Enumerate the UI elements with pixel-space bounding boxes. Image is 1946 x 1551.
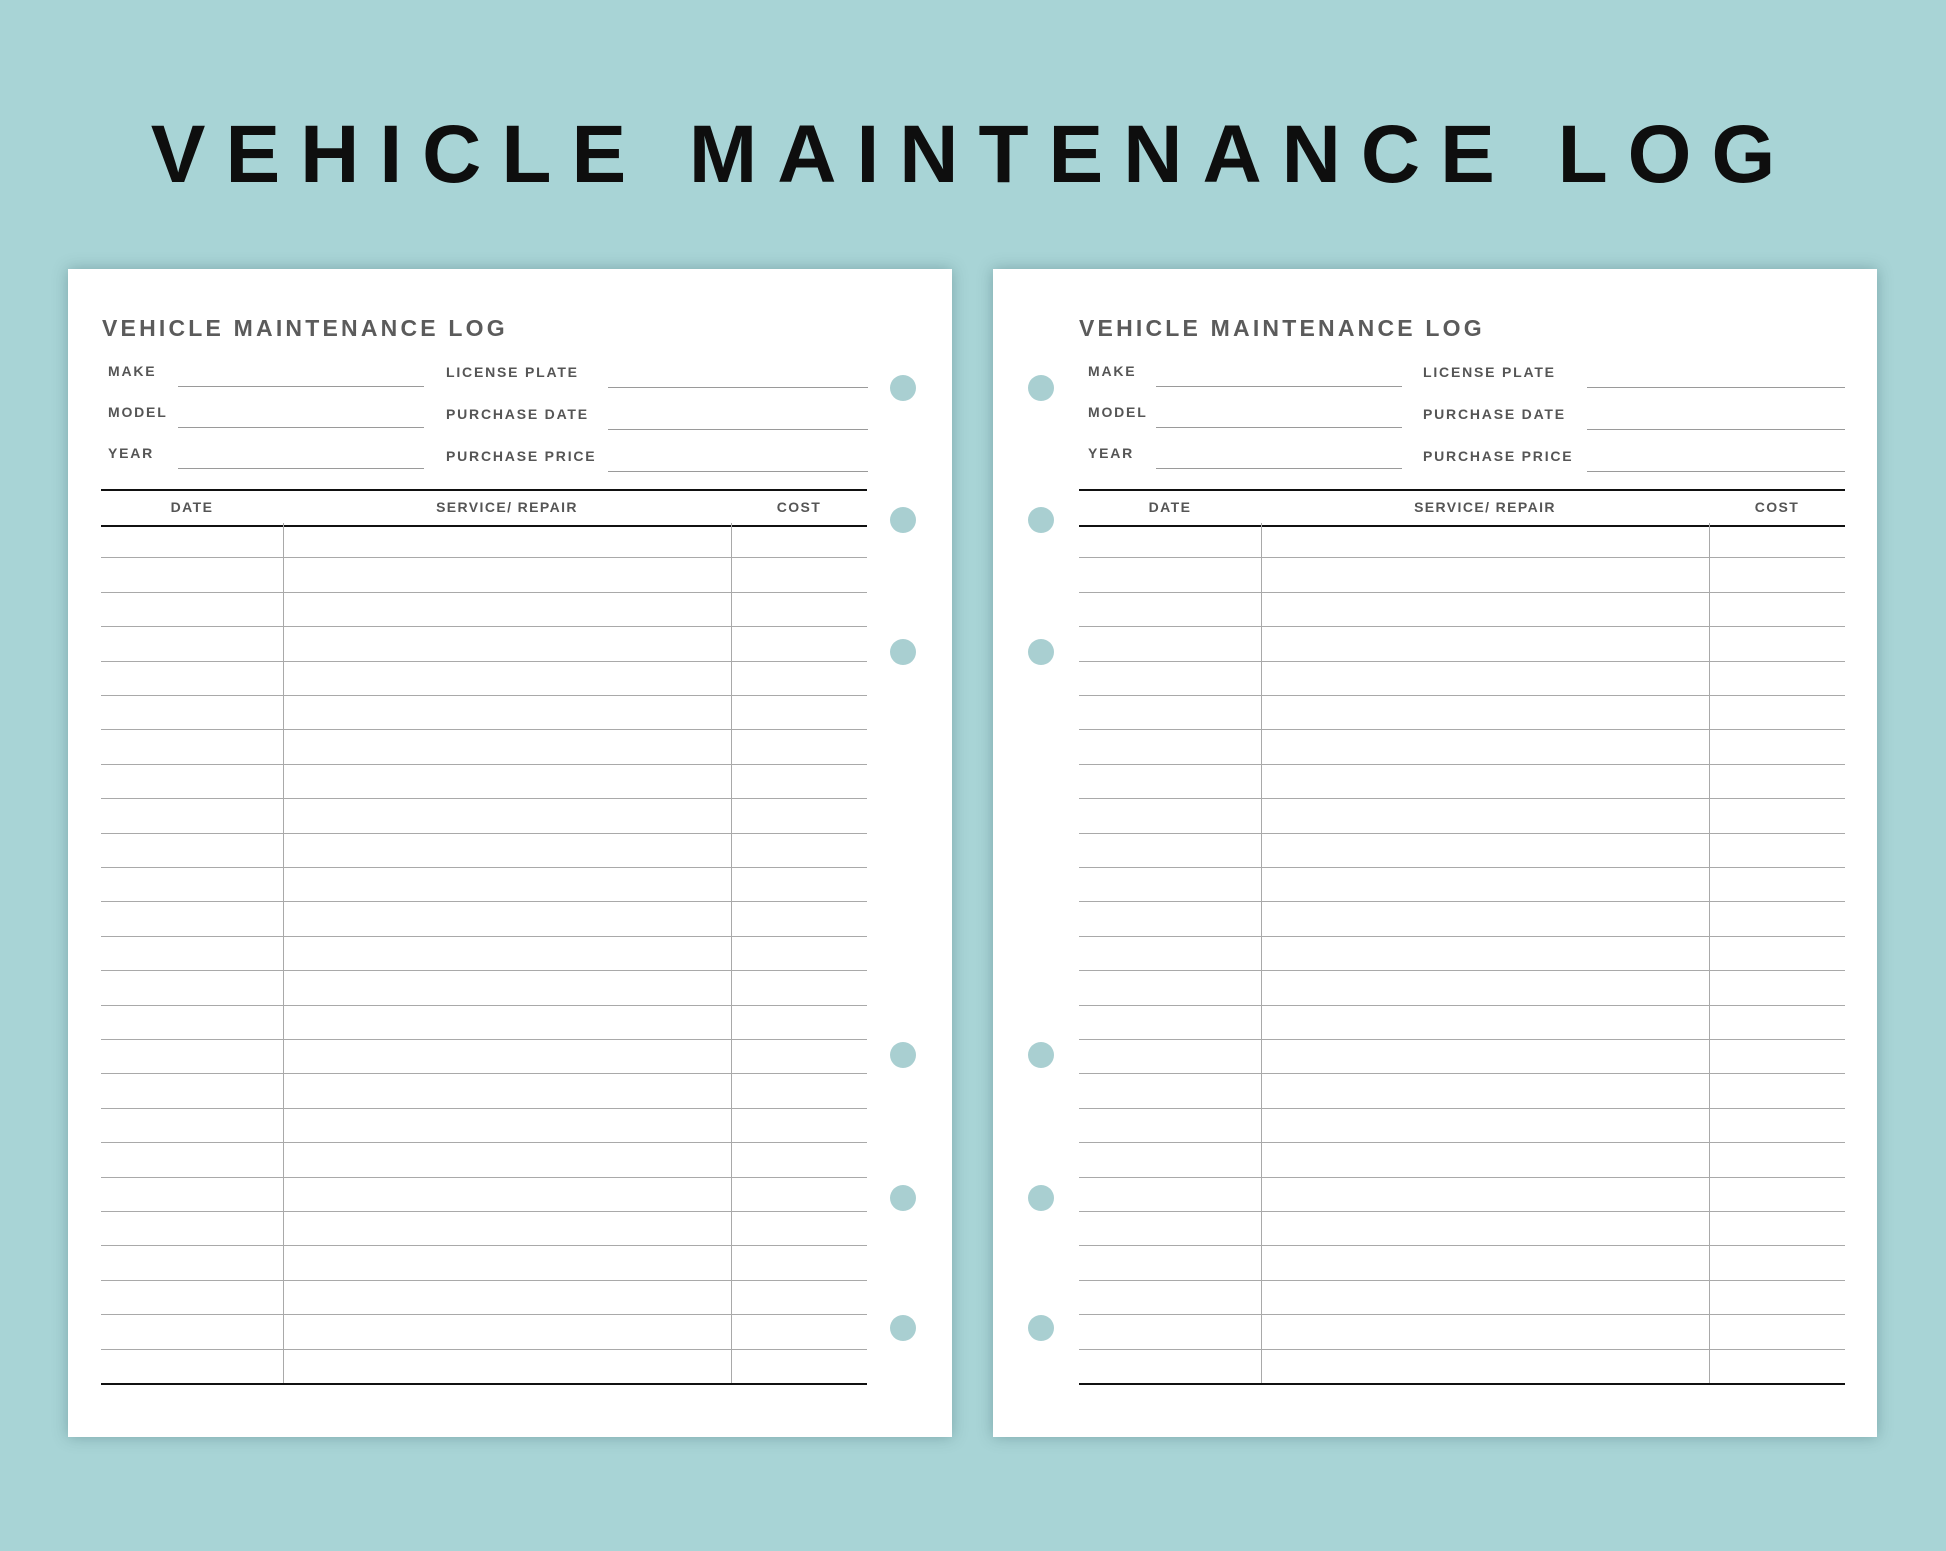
purchase-date-line[interactable] bbox=[608, 429, 868, 430]
page-title: VEHICLE MAINTENANCE LOG bbox=[1079, 315, 1485, 341]
purchase-price-line[interactable] bbox=[608, 471, 868, 472]
license-plate-field[interactable] bbox=[446, 362, 868, 388]
table-row-line bbox=[101, 798, 867, 799]
table-row-line bbox=[1079, 867, 1845, 868]
make-label: MAKE bbox=[108, 363, 157, 379]
maintenance-table bbox=[101, 489, 867, 1385]
model-line[interactable] bbox=[1156, 427, 1402, 428]
model-label: MODEL bbox=[1088, 404, 1148, 420]
table-row-line bbox=[101, 626, 867, 627]
table-row-line bbox=[101, 1108, 867, 1109]
binder-hole bbox=[890, 375, 916, 401]
year-field[interactable] bbox=[1088, 443, 1474, 469]
log-page-right bbox=[993, 269, 1877, 1437]
make-field[interactable] bbox=[108, 361, 494, 387]
table-row-line bbox=[1079, 764, 1845, 765]
table-row-line bbox=[1079, 592, 1845, 593]
model-line[interactable] bbox=[178, 427, 424, 428]
binder-hole bbox=[1028, 639, 1054, 665]
column-header-service-repair: SERVICE/ REPAIR bbox=[1414, 499, 1556, 515]
table-bottom-rule bbox=[1079, 1383, 1845, 1385]
table-row-line bbox=[1079, 557, 1845, 558]
purchase-date-field[interactable] bbox=[1423, 404, 1845, 430]
table-row-line bbox=[1079, 1245, 1845, 1246]
binder-hole bbox=[1028, 507, 1054, 533]
table-row-line bbox=[101, 901, 867, 902]
table-row-line bbox=[101, 867, 867, 868]
table-row-line bbox=[1079, 1349, 1845, 1350]
table-row-line bbox=[1079, 626, 1845, 627]
column-header-date: DATE bbox=[1148, 499, 1192, 515]
table-row-line bbox=[101, 764, 867, 765]
table-header bbox=[1079, 489, 1845, 527]
year-label: YEAR bbox=[108, 445, 155, 461]
make-field[interactable] bbox=[1088, 361, 1474, 387]
model-field[interactable] bbox=[1088, 402, 1474, 428]
year-field[interactable] bbox=[108, 443, 494, 469]
purchase-price-field[interactable] bbox=[1423, 446, 1845, 472]
table-row-line bbox=[101, 1005, 867, 1006]
purchase-price-label: PURCHASE PRICE bbox=[446, 448, 597, 464]
binder-hole bbox=[890, 507, 916, 533]
model-field[interactable] bbox=[108, 402, 494, 428]
table-row-line bbox=[1079, 729, 1845, 730]
model-label: MODEL bbox=[108, 404, 168, 420]
table-row-line bbox=[1079, 1108, 1845, 1109]
table-row-line bbox=[1079, 1142, 1845, 1143]
license-plate-line[interactable] bbox=[608, 387, 868, 388]
table-row-line bbox=[1079, 901, 1845, 902]
table-row-line bbox=[101, 1314, 867, 1315]
table-row-line bbox=[1079, 1177, 1845, 1178]
table-row-line bbox=[101, 970, 867, 971]
make-line[interactable] bbox=[1156, 386, 1402, 387]
purchase-date-label: PURCHASE DATE bbox=[1423, 406, 1566, 422]
column-header-cost: COST bbox=[776, 499, 822, 515]
year-label: YEAR bbox=[1088, 445, 1135, 461]
table-row-line bbox=[1079, 1039, 1845, 1040]
year-line[interactable] bbox=[178, 468, 424, 469]
table-row-line bbox=[1079, 1211, 1845, 1212]
license-plate-label: LICENSE PLATE bbox=[1423, 364, 1556, 380]
table-row-line bbox=[1079, 833, 1845, 834]
license-plate-label: LICENSE PLATE bbox=[446, 364, 579, 380]
table-row-line bbox=[1079, 798, 1845, 799]
license-plate-field[interactable] bbox=[1423, 362, 1845, 388]
table-header bbox=[101, 489, 867, 527]
binder-hole bbox=[1028, 1042, 1054, 1068]
table-row-line bbox=[1079, 1314, 1845, 1315]
binder-hole bbox=[1028, 375, 1054, 401]
purchase-price-label: PURCHASE PRICE bbox=[1423, 448, 1574, 464]
table-bottom-rule bbox=[101, 1383, 867, 1385]
make-line[interactable] bbox=[178, 386, 424, 387]
table-row-line bbox=[101, 1245, 867, 1246]
column-divider bbox=[731, 523, 732, 1383]
purchase-date-label: PURCHASE DATE bbox=[446, 406, 589, 422]
table-row-line bbox=[101, 1177, 867, 1178]
table-row-line bbox=[101, 729, 867, 730]
log-page-left bbox=[68, 269, 952, 1437]
table-row-line bbox=[1079, 1280, 1845, 1281]
table-row-line bbox=[101, 661, 867, 662]
column-divider bbox=[283, 523, 284, 1383]
banner-title: VEHICLE MAINTENANCE LOG bbox=[150, 109, 1796, 200]
table-row-line bbox=[101, 1142, 867, 1143]
license-plate-line[interactable] bbox=[1587, 387, 1845, 388]
binder-hole bbox=[890, 639, 916, 665]
column-header-date: DATE bbox=[170, 499, 214, 515]
table-row-line bbox=[101, 592, 867, 593]
table-row-line bbox=[101, 557, 867, 558]
table-row-line bbox=[1079, 970, 1845, 971]
table-row-line bbox=[1079, 1005, 1845, 1006]
table-row-line bbox=[101, 1073, 867, 1074]
page-title: VEHICLE MAINTENANCE LOG bbox=[102, 315, 508, 341]
binder-hole bbox=[890, 1042, 916, 1068]
column-divider bbox=[1261, 523, 1262, 1383]
column-header-service-repair: SERVICE/ REPAIR bbox=[436, 499, 578, 515]
table-row-line bbox=[101, 936, 867, 937]
table-row-line bbox=[101, 1039, 867, 1040]
year-line[interactable] bbox=[1156, 468, 1402, 469]
make-label: MAKE bbox=[1088, 363, 1137, 379]
table-row-line bbox=[101, 1349, 867, 1350]
binder-hole bbox=[890, 1185, 916, 1211]
table-row-line bbox=[101, 1211, 867, 1212]
purchase-date-field[interactable] bbox=[446, 404, 868, 430]
maintenance-table bbox=[1079, 489, 1845, 1385]
column-divider bbox=[1709, 523, 1710, 1383]
purchase-date-line[interactable] bbox=[1587, 429, 1845, 430]
binder-hole bbox=[890, 1315, 916, 1341]
table-row-line bbox=[101, 695, 867, 696]
binder-hole bbox=[1028, 1185, 1054, 1211]
table-row-line bbox=[1079, 1073, 1845, 1074]
table-row-line bbox=[1079, 695, 1845, 696]
table-row-line bbox=[1079, 661, 1845, 662]
purchase-price-line[interactable] bbox=[1587, 471, 1845, 472]
table-row-line bbox=[101, 1280, 867, 1281]
purchase-price-field[interactable] bbox=[446, 446, 868, 472]
table-row-line bbox=[1079, 936, 1845, 937]
binder-hole bbox=[1028, 1315, 1054, 1341]
column-header-cost: COST bbox=[1754, 499, 1800, 515]
table-row-line bbox=[101, 833, 867, 834]
